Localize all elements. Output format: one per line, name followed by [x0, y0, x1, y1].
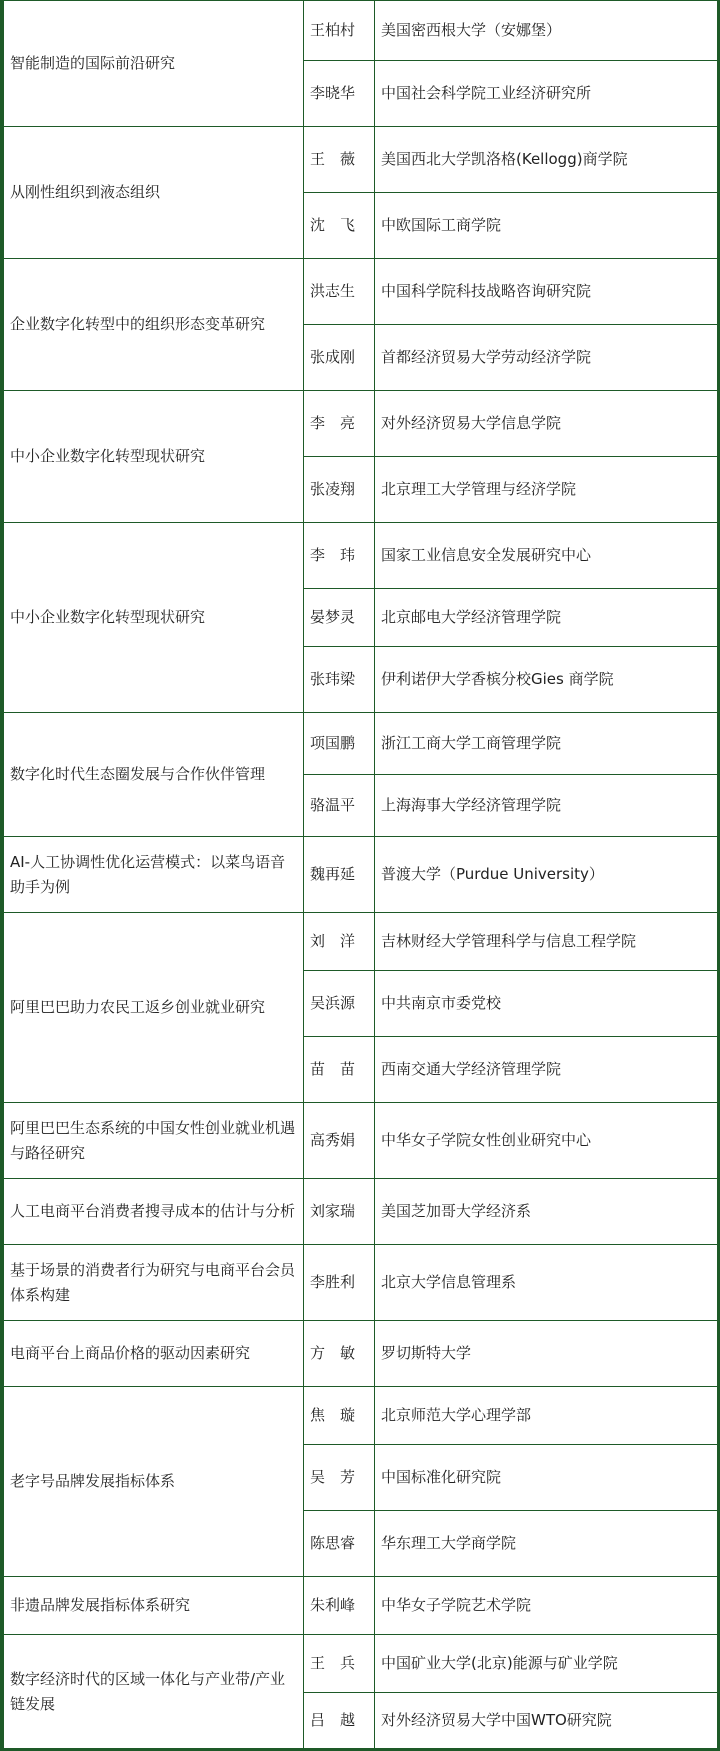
member-name-cell: 吕 越 — [304, 1693, 375, 1749]
topic-cell: 中小企业数字化转型现状研究 — [4, 391, 304, 523]
member-name-cell: 吴浜源 — [304, 971, 375, 1037]
institution-cell: 中华女子学院艺术学院 — [375, 1577, 718, 1635]
institution-cell: 浙江工商大学工商管理学院 — [375, 713, 718, 775]
institution-cell: 北京邮电大学经济管理学院 — [375, 589, 718, 647]
institution-cell: 中国标准化研究院 — [375, 1445, 718, 1511]
table-row — [4, 1, 718, 61]
table-row — [4, 1179, 718, 1245]
table-row — [4, 523, 718, 589]
topic-cell: 数字经济时代的区域一体化与产业带/产业链发展 — [4, 1635, 304, 1749]
institution-cell: 国家工业信息安全发展研究中心 — [375, 523, 718, 589]
member-name-cell: 焦 璇 — [304, 1387, 375, 1445]
member-name-cell: 张成刚 — [304, 325, 375, 391]
institution-cell: 对外经济贸易大学信息学院 — [375, 391, 718, 457]
institution-cell: 中欧国际工商学院 — [375, 193, 718, 259]
topic-cell: 数字化时代生态圈发展与合作伙伴管理 — [4, 713, 304, 837]
institution-cell: 华东理工大学商学院 — [375, 1511, 718, 1577]
member-name-cell: 晏梦灵 — [304, 589, 375, 647]
topic-cell: 阿里巴巴生态系统的中国女性创业就业机遇与路径研究 — [4, 1103, 304, 1179]
institution-cell: 普渡大学（Purdue University） — [375, 837, 718, 913]
research-topic-table — [3, 0, 718, 1749]
table-row — [4, 1321, 718, 1387]
member-name-cell: 骆温平 — [304, 775, 375, 837]
institution-cell: 中国社会科学院工业经济研究所 — [375, 61, 718, 127]
table-row — [4, 837, 718, 913]
member-name-cell: 王 兵 — [304, 1635, 375, 1693]
institution-cell: 美国密西根大学（安娜堡） — [375, 1, 718, 61]
institution-cell: 美国西北大学凯洛格(Kellogg)商学院 — [375, 127, 718, 193]
member-name-cell: 张玮梁 — [304, 647, 375, 713]
member-name-cell: 朱利峰 — [304, 1577, 375, 1635]
member-name-cell: 吴 芳 — [304, 1445, 375, 1511]
topic-cell: 中小企业数字化转型现状研究 — [4, 523, 304, 713]
topic-cell: 从刚性组织到液态组织 — [4, 127, 304, 259]
member-name-cell: 李 亮 — [304, 391, 375, 457]
topic-cell: 企业数字化转型中的组织形态变革研究 — [4, 259, 304, 391]
institution-cell: 美国芝加哥大学经济系 — [375, 1179, 718, 1245]
topic-cell: 基于场景的消费者行为研究与电商平台会员体系构建 — [4, 1245, 304, 1321]
institution-cell: 北京大学信息管理系 — [375, 1245, 718, 1321]
member-name-cell: 李晓华 — [304, 61, 375, 127]
member-name-cell: 王 薇 — [304, 127, 375, 193]
member-name-cell: 苗 苗 — [304, 1037, 375, 1103]
member-name-cell: 方 敏 — [304, 1321, 375, 1387]
member-name-cell: 沈 飞 — [304, 193, 375, 259]
institution-cell: 中国科学院科技战略咨询研究院 — [375, 259, 718, 325]
member-name-cell: 张凌翔 — [304, 457, 375, 523]
topic-cell: 智能制造的国际前沿研究 — [4, 1, 304, 127]
member-name-cell: 李 玮 — [304, 523, 375, 589]
institution-cell: 中共南京市委党校 — [375, 971, 718, 1037]
table-row — [4, 913, 718, 971]
member-name-cell: 陈思睿 — [304, 1511, 375, 1577]
topic-cell: 非遗品牌发展指标体系研究 — [4, 1577, 304, 1635]
institution-cell: 上海海事大学经济管理学院 — [375, 775, 718, 837]
table-body — [4, 1, 718, 1749]
institution-cell: 中国矿业大学(北京)能源与矿业学院 — [375, 1635, 718, 1693]
institution-cell: 西南交通大学经济管理学院 — [375, 1037, 718, 1103]
member-name-cell: 王柏村 — [304, 1, 375, 61]
table-row — [4, 1577, 718, 1635]
topic-cell: 阿里巴巴助力农民工返乡创业就业研究 — [4, 913, 304, 1103]
table-row — [4, 1387, 718, 1445]
member-name-cell: 魏再延 — [304, 837, 375, 913]
institution-cell: 罗切斯特大学 — [375, 1321, 718, 1387]
institution-cell: 对外经济贸易大学中国WTO研究院 — [375, 1693, 718, 1749]
topic-cell: AI-人工协调性优化运营模式：以菜鸟语音助手为例 — [4, 837, 304, 913]
member-name-cell: 高秀娟 — [304, 1103, 375, 1179]
table-row — [4, 259, 718, 325]
table-row — [4, 1245, 718, 1321]
member-name-cell: 刘 洋 — [304, 913, 375, 971]
table-row — [4, 1635, 718, 1693]
table-row — [4, 1103, 718, 1179]
institution-cell: 吉林财经大学管理科学与信息工程学院 — [375, 913, 718, 971]
table-row — [4, 391, 718, 457]
member-name-cell: 洪志生 — [304, 259, 375, 325]
topic-cell: 电商平台上商品价格的驱动因素研究 — [4, 1321, 304, 1387]
institution-cell: 北京理工大学管理与经济学院 — [375, 457, 718, 523]
institution-cell: 伊利诺伊大学香槟分校Gies 商学院 — [375, 647, 718, 713]
topic-cell: 人工电商平台消费者搜寻成本的估计与分析 — [4, 1179, 304, 1245]
table-row — [4, 713, 718, 775]
member-name-cell: 李胜利 — [304, 1245, 375, 1321]
institution-cell: 北京师范大学心理学部 — [375, 1387, 718, 1445]
institution-cell: 首都经济贸易大学劳动经济学院 — [375, 325, 718, 391]
member-name-cell: 刘家瑞 — [304, 1179, 375, 1245]
institution-cell: 中华女子学院女性创业研究中心 — [375, 1103, 718, 1179]
table-row — [4, 127, 718, 193]
member-name-cell: 项国鹏 — [304, 713, 375, 775]
topic-cell: 老字号品牌发展指标体系 — [4, 1387, 304, 1577]
